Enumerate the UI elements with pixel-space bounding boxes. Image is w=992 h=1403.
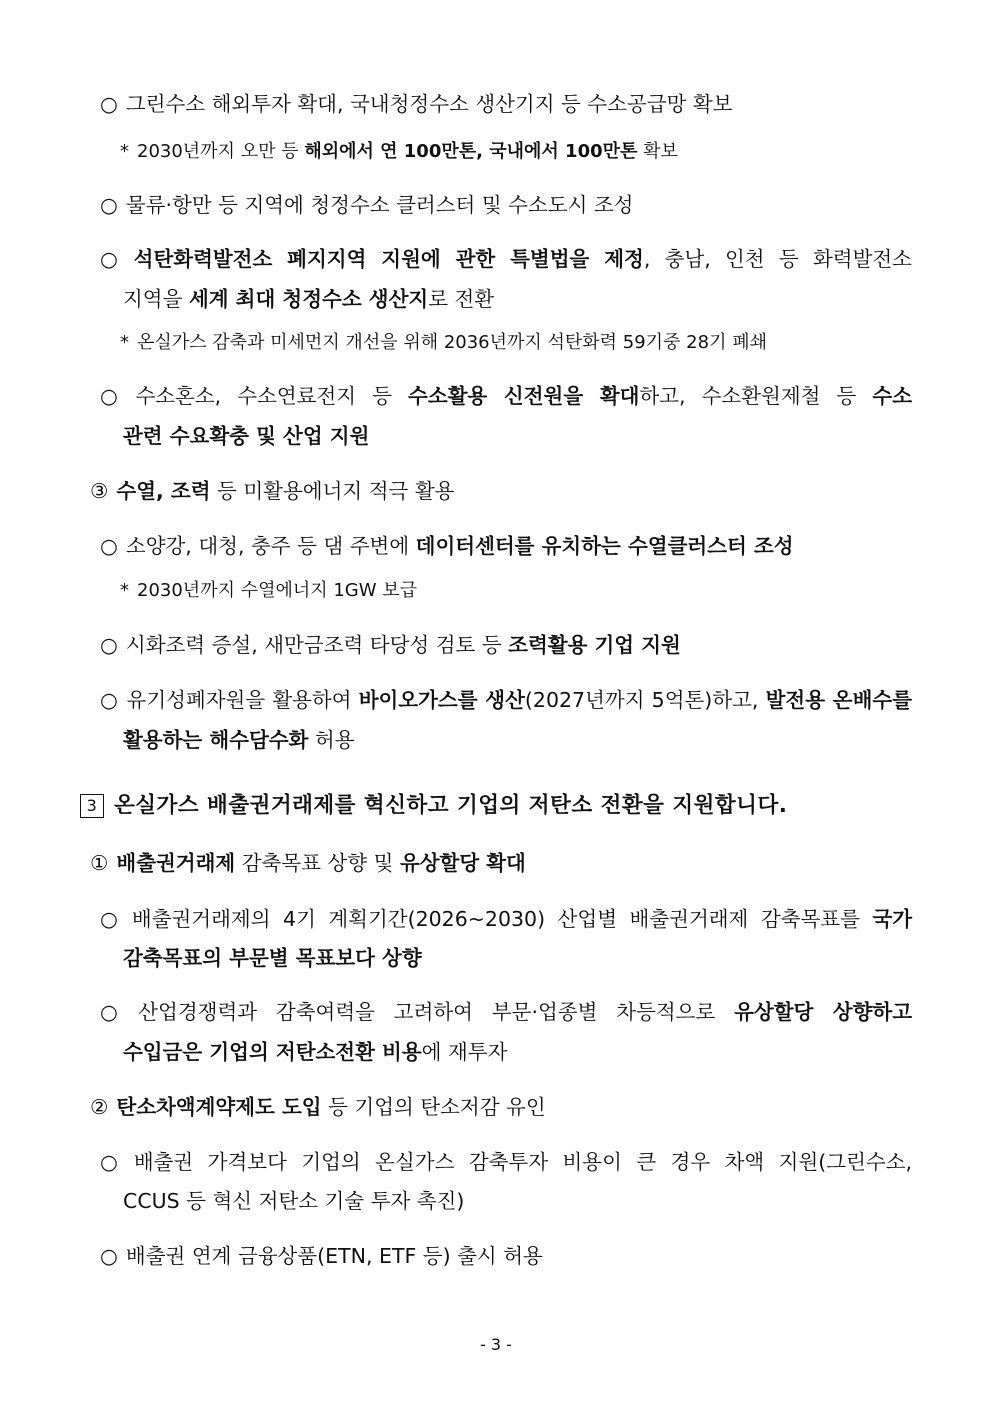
text-run: 온실가스 감축과 미세먼지 개선을 위해 2036년까지 석탄화력 59기중 28기 폐쇄 <box>137 332 767 353</box>
bullet-line <box>100 383 912 409</box>
bullet-line <box>100 192 634 218</box>
list-marker: ○ <box>100 907 124 931</box>
list-marker: ○ <box>100 247 126 271</box>
list-marker: ③ <box>90 479 109 503</box>
list-marker: ② <box>90 1095 109 1119</box>
bullet-line <box>100 687 912 713</box>
subsection-heading <box>90 850 526 876</box>
list-marker: ○ <box>100 534 118 558</box>
text-run: 지역을 <box>123 287 189 311</box>
text-run: 등 기업의 탄소저감 유인 <box>321 1095 546 1119</box>
text-run: 등 미활용에너지 적극 활용 <box>210 479 455 503</box>
list-marker: ○ <box>100 193 118 217</box>
list-marker: * <box>120 580 129 601</box>
text-run: (2027년까지 5억톤)하고, <box>524 688 766 712</box>
bold-text: 바이오가스를 생산 <box>358 688 525 712</box>
text-run: 확보 <box>637 141 678 162</box>
text-run: 에 재투자 <box>421 1040 508 1064</box>
bold-text: 해외에서 연 100만톤, 국내에서 100만톤 <box>304 141 638 162</box>
list-marker: ○ <box>100 1000 131 1024</box>
text-run: 배출권 연계 금융상품(ETN, ETF 등) 출시 허용 <box>125 1244 543 1268</box>
text-run: 허용 <box>308 728 355 752</box>
note-line <box>120 330 767 356</box>
bold-text: 활용하는 해수담수화 <box>123 728 309 752</box>
note-line <box>120 139 678 165</box>
section-heading <box>80 793 787 819</box>
text-run: 로 전환 <box>428 287 495 311</box>
subsection-heading <box>90 1094 546 1120</box>
bold-text: 관련 수요확충 및 산업 지원 <box>123 424 370 448</box>
text-run: , 충남, 인천 등 화력발전소 <box>643 247 912 271</box>
bullet-line <box>100 632 681 658</box>
list-marker: ○ <box>100 688 119 712</box>
text-run: 하고, 수소환원제철 등 <box>639 384 873 408</box>
text-run: 산업경쟁력과 감축여력을 고려하여 부문·업종별 차등적으로 <box>138 1000 735 1024</box>
bullet-continuation <box>123 945 422 971</box>
list-marker: ○ <box>100 1244 118 1268</box>
bold-text: 수열, 조력 <box>116 479 211 503</box>
bullet-line <box>100 1149 912 1175</box>
text-run: 감축목표 상향 및 <box>235 851 400 875</box>
bold-text: 국가 <box>872 907 912 931</box>
list-marker: ○ <box>100 633 118 657</box>
list-marker: ① <box>90 851 109 875</box>
list-marker: ○ <box>100 1150 126 1174</box>
bold-text: 유상할당 확대 <box>399 851 526 875</box>
text-run: CCUS 등 혁신 저탄소 기술 투자 촉진) <box>123 1189 465 1213</box>
subsection-heading <box>90 478 454 504</box>
bold-text: 탄소차액계약제도 도입 <box>116 1095 322 1119</box>
text-run: 소양강, 대청, 충주 등 댐 주변에 <box>125 534 416 558</box>
text-run: 그린수소 해외투자 확대, 국내청정수소 생산기지 등 수소공급망 확보 <box>125 92 733 116</box>
bullet-line <box>100 246 912 272</box>
bold-text: 온실가스 배출권거래제를 혁신하고 기업의 저탄소 전환을 지원합니다. <box>114 793 788 818</box>
text-run: 2030년까지 오만 등 <box>137 141 305 162</box>
bold-text: 조력활용 기업 지원 <box>508 633 681 657</box>
bullet-continuation <box>123 1188 464 1214</box>
list-marker: * <box>120 332 129 353</box>
text-run: 수소혼소, 수소연료전지 등 <box>135 384 409 408</box>
bold-text: 수입금은 기업의 저탄소전환 비용 <box>123 1040 422 1064</box>
bold-text: 수소활용 신전원을 확대 <box>408 384 640 408</box>
bullet-line <box>100 1243 543 1269</box>
list-marker: * <box>120 141 129 162</box>
bullet-continuation <box>123 727 355 753</box>
text-run: 배출권 가격보다 기업의 온실가스 감축투자 비용이 큰 경우 차액 지원(그린수소, <box>133 1150 912 1174</box>
bold-text: 수소 <box>872 384 913 408</box>
bold-text: 감축목표의 부문별 목표보다 상향 <box>123 946 422 970</box>
text-run: 2030년까지 수열에너지 1GW 보급 <box>137 580 418 601</box>
bullet-line <box>100 906 912 932</box>
list-marker: ○ <box>100 92 118 116</box>
bullet-line <box>100 533 794 559</box>
bold-text: 데이터센터를 유치하는 수열클러스터 조성 <box>415 534 794 558</box>
bold-text: 세계 최대 청정수소 생산지 <box>188 287 429 311</box>
section-number-box: 3 <box>80 794 104 818</box>
bold-text: 발전용 온배수를 <box>765 688 912 712</box>
bullet-line <box>100 999 912 1025</box>
bold-text: 석탄화력발전소 폐지지역 지원에 관한 특별법을 제정 <box>133 247 644 271</box>
note-line <box>120 578 417 604</box>
text-run: 물류·항만 등 지역에 청정수소 클러스터 및 수소도시 조성 <box>125 193 634 217</box>
bullet-continuation <box>123 286 494 312</box>
bold-text: 배출권거래제 <box>116 851 236 875</box>
list-marker: ○ <box>100 384 128 408</box>
bullet-line <box>100 91 733 117</box>
bold-text: 유상할당 상향하고 <box>734 1000 913 1024</box>
bullet-continuation <box>123 1039 507 1065</box>
page-number: - 3 - <box>480 1335 512 1354</box>
text-run: 배출권거래제의 4기 계획기간(2026~2030) 산업별 배출권거래제 감축목표를 <box>131 907 873 931</box>
text-run: 시화조력 증설, 새만금조력 타당성 검토 등 <box>125 633 509 657</box>
bullet-continuation <box>123 423 369 449</box>
text-run: 유기성폐자원을 활용하여 <box>126 688 359 712</box>
